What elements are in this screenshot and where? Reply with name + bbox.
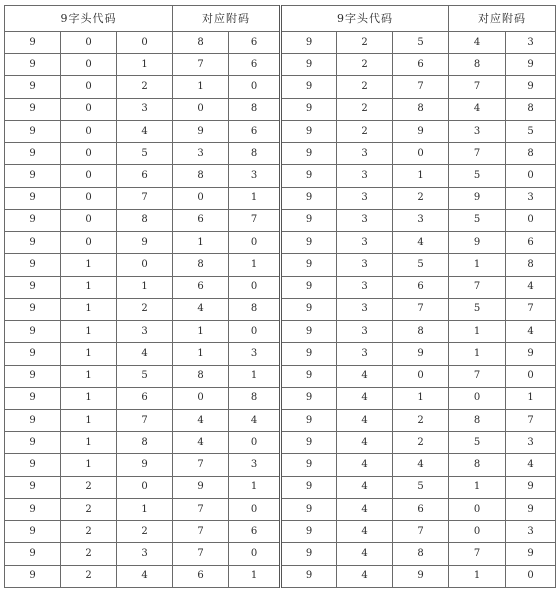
table-row (5, 298, 556, 320)
right-check-digit-1: 3 (449, 120, 506, 142)
table-row (5, 454, 556, 476)
left-prefix-digit-3: 8 (117, 432, 173, 454)
left-check-digit-1: 9 (173, 476, 229, 498)
left-prefix-digit-3: 4 (117, 565, 173, 587)
right-prefix-digit-3: 8 (393, 543, 449, 565)
left-check-digit-2: 8 (229, 143, 281, 165)
right-prefix-digit-3: 0 (393, 365, 449, 387)
right-prefix-digit-2: 4 (337, 543, 393, 565)
right-prefix-digit-2: 2 (337, 54, 393, 76)
right-check-digit-1: 7 (449, 76, 506, 98)
table-row (5, 143, 556, 165)
right-prefix-digit-1: 9 (281, 54, 337, 76)
table-row (5, 476, 556, 498)
right-prefix-digit-1: 9 (281, 387, 337, 409)
right-prefix-digit-2: 4 (337, 365, 393, 387)
left-prefix-digit-1: 9 (5, 209, 61, 231)
code-table (4, 5, 556, 588)
right-prefix-digit-2: 3 (337, 209, 393, 231)
code-table-container (4, 5, 555, 587)
right-prefix-digit-1: 9 (281, 409, 337, 431)
left-check-digit-2: 4 (229, 409, 281, 431)
right-prefix-digit-3: 4 (393, 232, 449, 254)
left-prefix-digit-2: 1 (61, 298, 117, 320)
left-prefix-digit-1: 9 (5, 187, 61, 209)
right-prefix-digit-2: 3 (337, 254, 393, 276)
left-prefix-digit-2: 1 (61, 276, 117, 298)
left-prefix-digit-3: 0 (117, 32, 173, 54)
left-prefix-digit-1: 9 (5, 387, 61, 409)
right-check-digit-1: 8 (449, 454, 506, 476)
left-prefix-digit-1: 9 (5, 232, 61, 254)
left-check-digit-1: 6 (173, 276, 229, 298)
right-check-digit-1: 8 (449, 54, 506, 76)
left-check-digit-2: 0 (229, 276, 281, 298)
right-prefix-digit-1: 9 (281, 120, 337, 142)
right-prefix-digit-3: 5 (393, 476, 449, 498)
left-check-digit-2: 1 (229, 565, 281, 587)
left-prefix-digit-2: 1 (61, 387, 117, 409)
right-prefix-digit-2: 3 (337, 321, 393, 343)
left-prefix-digit-3: 4 (117, 120, 173, 142)
left-check-digit-1: 3 (173, 143, 229, 165)
left-check-digit-2: 6 (229, 54, 281, 76)
left-prefix-digit-1: 9 (5, 365, 61, 387)
right-prefix-digit-3: 9 (393, 343, 449, 365)
left-prefix-digit-3: 4 (117, 343, 173, 365)
right-check-digit-1: 1 (449, 343, 506, 365)
right-prefix-digit-2: 4 (337, 565, 393, 587)
left-prefix-digit-1: 9 (5, 521, 61, 543)
left-prefix-digit-3: 6 (117, 165, 173, 187)
left-prefix-digit-1: 9 (5, 565, 61, 587)
right-prefix-digit-3: 5 (393, 32, 449, 54)
table-row (5, 165, 556, 187)
left-prefix-digit-3: 0 (117, 254, 173, 276)
left-check-digit-1: 7 (173, 454, 229, 476)
right-prefix-digit-1: 9 (281, 232, 337, 254)
right-check-digit-1: 9 (449, 187, 506, 209)
left-check-digit-2: 8 (229, 298, 281, 320)
left-check-digit-1: 0 (173, 187, 229, 209)
table-row (5, 343, 556, 365)
table-row (5, 521, 556, 543)
left-prefix-digit-3: 1 (117, 276, 173, 298)
left-check-digit-1: 0 (173, 387, 229, 409)
right-prefix-digit-3: 4 (393, 454, 449, 476)
right-prefix-digit-1: 9 (281, 187, 337, 209)
left-prefix-digit-1: 9 (5, 165, 61, 187)
right-check-digit-1: 1 (449, 321, 506, 343)
right-prefix-digit-2: 2 (337, 76, 393, 98)
right-check-digit-1: 7 (449, 276, 506, 298)
right-check-digit-1: 5 (449, 298, 506, 320)
left-prefix-digit-1: 9 (5, 432, 61, 454)
table-row (5, 432, 556, 454)
right-prefix-digit-2: 4 (337, 387, 393, 409)
left-prefix-digit-3: 5 (117, 365, 173, 387)
right-check-digit-1: 4 (449, 32, 506, 54)
right-prefix-digit-1: 9 (281, 343, 337, 365)
right-prefix-digit-3: 6 (393, 498, 449, 520)
left-prefix-digit-2: 0 (61, 120, 117, 142)
table-row (5, 565, 556, 587)
right-check-digit-2: 3 (506, 187, 556, 209)
left-check-digit-2: 3 (229, 343, 281, 365)
right-check-digit-1: 7 (449, 143, 506, 165)
table-row (5, 209, 556, 231)
right-check-digit-1: 5 (449, 209, 506, 231)
right-prefix-digit-2: 3 (337, 165, 393, 187)
table-body (5, 32, 556, 588)
right-check-digit-2: 9 (506, 543, 556, 565)
table-row (5, 387, 556, 409)
left-check-digit-1: 8 (173, 365, 229, 387)
left-prefix-digit-2: 1 (61, 254, 117, 276)
right-prefix-digit-1: 9 (281, 254, 337, 276)
left-prefix-digit-2: 0 (61, 232, 117, 254)
right-check-digit-2: 0 (506, 365, 556, 387)
right-prefix-digit-2: 2 (337, 120, 393, 142)
right-prefix-digit-2: 4 (337, 432, 393, 454)
right-prefix-digit-1: 9 (281, 432, 337, 454)
header-right-check: 对应附码 (449, 6, 556, 32)
left-prefix-digit-2: 2 (61, 476, 117, 498)
left-check-digit-1: 1 (173, 321, 229, 343)
right-prefix-digit-1: 9 (281, 143, 337, 165)
right-prefix-digit-1: 9 (281, 298, 337, 320)
table-row (5, 365, 556, 387)
right-prefix-digit-3: 5 (393, 254, 449, 276)
right-check-digit-2: 7 (506, 298, 556, 320)
right-prefix-digit-3: 7 (393, 521, 449, 543)
left-check-digit-2: 6 (229, 32, 281, 54)
right-prefix-digit-2: 4 (337, 498, 393, 520)
left-prefix-digit-2: 0 (61, 143, 117, 165)
right-check-digit-1: 8 (449, 409, 506, 431)
right-prefix-digit-3: 8 (393, 98, 449, 120)
right-prefix-digit-1: 9 (281, 165, 337, 187)
right-prefix-digit-1: 9 (281, 543, 337, 565)
right-check-digit-1: 1 (449, 476, 506, 498)
right-check-digit-2: 4 (506, 276, 556, 298)
left-prefix-digit-3: 3 (117, 321, 173, 343)
left-prefix-digit-1: 9 (5, 543, 61, 565)
right-prefix-digit-3: 2 (393, 432, 449, 454)
right-check-digit-2: 3 (506, 432, 556, 454)
left-prefix-digit-3: 7 (117, 187, 173, 209)
left-prefix-digit-1: 9 (5, 32, 61, 54)
left-prefix-digit-2: 0 (61, 187, 117, 209)
left-prefix-digit-1: 9 (5, 98, 61, 120)
left-prefix-digit-1: 9 (5, 343, 61, 365)
right-prefix-digit-1: 9 (281, 454, 337, 476)
right-check-digit-2: 0 (506, 565, 556, 587)
right-prefix-digit-3: 6 (393, 54, 449, 76)
left-check-digit-2: 1 (229, 476, 281, 498)
right-prefix-digit-1: 9 (281, 498, 337, 520)
right-check-digit-2: 9 (506, 343, 556, 365)
right-prefix-digit-1: 9 (281, 32, 337, 54)
right-check-digit-2: 9 (506, 76, 556, 98)
table-row (5, 498, 556, 520)
table-row (5, 76, 556, 98)
right-check-digit-2: 1 (506, 387, 556, 409)
right-check-digit-2: 0 (506, 209, 556, 231)
right-prefix-digit-2: 2 (337, 98, 393, 120)
left-check-digit-1: 4 (173, 432, 229, 454)
right-check-digit-1: 1 (449, 565, 506, 587)
right-prefix-digit-3: 7 (393, 298, 449, 320)
right-prefix-digit-1: 9 (281, 565, 337, 587)
right-prefix-digit-1: 9 (281, 521, 337, 543)
left-check-digit-2: 0 (229, 321, 281, 343)
left-check-digit-1: 7 (173, 54, 229, 76)
left-prefix-digit-2: 0 (61, 165, 117, 187)
left-check-digit-1: 8 (173, 32, 229, 54)
left-prefix-digit-3: 2 (117, 76, 173, 98)
left-prefix-digit-1: 9 (5, 476, 61, 498)
left-check-digit-2: 0 (229, 76, 281, 98)
left-prefix-digit-2: 1 (61, 343, 117, 365)
header-left-check: 对应附码 (173, 6, 281, 32)
left-prefix-digit-2: 0 (61, 54, 117, 76)
left-check-digit-1: 8 (173, 254, 229, 276)
left-prefix-digit-3: 2 (117, 521, 173, 543)
left-prefix-digit-2: 1 (61, 365, 117, 387)
right-check-digit-2: 9 (506, 498, 556, 520)
left-prefix-digit-3: 2 (117, 298, 173, 320)
left-prefix-digit-2: 1 (61, 454, 117, 476)
left-prefix-digit-2: 1 (61, 432, 117, 454)
right-check-digit-1: 5 (449, 432, 506, 454)
left-prefix-digit-2: 1 (61, 321, 117, 343)
table-row (5, 254, 556, 276)
right-prefix-digit-3: 8 (393, 321, 449, 343)
left-check-digit-2: 1 (229, 365, 281, 387)
left-prefix-digit-2: 0 (61, 209, 117, 231)
right-prefix-digit-2: 3 (337, 187, 393, 209)
right-check-digit-1: 4 (449, 98, 506, 120)
right-prefix-digit-2: 3 (337, 276, 393, 298)
right-check-digit-2: 9 (506, 54, 556, 76)
right-prefix-digit-1: 9 (281, 321, 337, 343)
left-prefix-digit-2: 2 (61, 498, 117, 520)
left-check-digit-1: 6 (173, 209, 229, 231)
left-prefix-digit-3: 7 (117, 409, 173, 431)
left-check-digit-1: 1 (173, 232, 229, 254)
left-prefix-digit-3: 0 (117, 476, 173, 498)
right-prefix-digit-2: 4 (337, 454, 393, 476)
left-check-digit-2: 6 (229, 521, 281, 543)
right-check-digit-2: 8 (506, 254, 556, 276)
left-prefix-digit-2: 1 (61, 409, 117, 431)
left-prefix-digit-2: 0 (61, 76, 117, 98)
left-prefix-digit-1: 9 (5, 321, 61, 343)
left-prefix-digit-2: 0 (61, 32, 117, 54)
table-row (5, 54, 556, 76)
left-check-digit-2: 0 (229, 432, 281, 454)
left-check-digit-1: 4 (173, 298, 229, 320)
right-prefix-digit-3: 1 (393, 165, 449, 187)
right-prefix-digit-3: 2 (393, 187, 449, 209)
right-prefix-digit-3: 3 (393, 209, 449, 231)
left-check-digit-1: 0 (173, 98, 229, 120)
right-prefix-digit-1: 9 (281, 209, 337, 231)
right-check-digit-2: 4 (506, 454, 556, 476)
table-row (5, 409, 556, 431)
table-row (5, 232, 556, 254)
left-prefix-digit-1: 9 (5, 76, 61, 98)
left-check-digit-1: 9 (173, 120, 229, 142)
left-prefix-digit-3: 8 (117, 209, 173, 231)
left-check-digit-2: 0 (229, 232, 281, 254)
left-prefix-digit-2: 2 (61, 543, 117, 565)
left-check-digit-1: 7 (173, 521, 229, 543)
left-prefix-digit-1: 9 (5, 298, 61, 320)
left-prefix-digit-1: 9 (5, 498, 61, 520)
left-prefix-digit-3: 3 (117, 98, 173, 120)
left-prefix-digit-1: 9 (5, 120, 61, 142)
left-check-digit-2: 3 (229, 454, 281, 476)
right-check-digit-2: 3 (506, 32, 556, 54)
left-prefix-digit-3: 1 (117, 54, 173, 76)
right-prefix-digit-3: 6 (393, 276, 449, 298)
table-row (5, 543, 556, 565)
left-prefix-digit-3: 3 (117, 543, 173, 565)
right-prefix-digit-1: 9 (281, 476, 337, 498)
left-check-digit-2: 6 (229, 120, 281, 142)
right-check-digit-1: 7 (449, 365, 506, 387)
right-check-digit-1: 9 (449, 232, 506, 254)
right-prefix-digit-2: 3 (337, 343, 393, 365)
right-prefix-digit-3: 9 (393, 565, 449, 587)
table-row (5, 321, 556, 343)
left-prefix-digit-1: 9 (5, 276, 61, 298)
right-prefix-digit-3: 7 (393, 76, 449, 98)
left-prefix-digit-1: 9 (5, 54, 61, 76)
left-prefix-digit-3: 9 (117, 232, 173, 254)
right-prefix-digit-1: 9 (281, 76, 337, 98)
right-check-digit-1: 7 (449, 543, 506, 565)
right-prefix-digit-2: 3 (337, 298, 393, 320)
right-check-digit-2: 5 (506, 120, 556, 142)
table-row (5, 98, 556, 120)
right-check-digit-1: 5 (449, 165, 506, 187)
right-prefix-digit-2: 2 (337, 32, 393, 54)
right-prefix-digit-2: 4 (337, 409, 393, 431)
left-prefix-digit-1: 9 (5, 454, 61, 476)
left-prefix-digit-2: 0 (61, 98, 117, 120)
table-row (5, 187, 556, 209)
right-prefix-digit-2: 3 (337, 232, 393, 254)
right-prefix-digit-2: 4 (337, 476, 393, 498)
left-prefix-digit-2: 2 (61, 521, 117, 543)
right-check-digit-1: 0 (449, 387, 506, 409)
right-prefix-digit-1: 9 (281, 365, 337, 387)
left-check-digit-1: 6 (173, 565, 229, 587)
right-prefix-digit-1: 9 (281, 98, 337, 120)
header-right-prefix: 9字头代码 (281, 6, 449, 32)
right-prefix-digit-3: 0 (393, 143, 449, 165)
right-check-digit-2: 9 (506, 476, 556, 498)
right-check-digit-1: 0 (449, 498, 506, 520)
right-prefix-digit-1: 9 (281, 276, 337, 298)
right-check-digit-2: 8 (506, 98, 556, 120)
right-prefix-digit-2: 3 (337, 143, 393, 165)
left-check-digit-2: 7 (229, 209, 281, 231)
left-prefix-digit-1: 9 (5, 254, 61, 276)
left-check-digit-1: 8 (173, 165, 229, 187)
table-row (5, 276, 556, 298)
left-check-digit-2: 8 (229, 387, 281, 409)
left-check-digit-1: 1 (173, 76, 229, 98)
table-row (5, 120, 556, 142)
left-prefix-digit-3: 1 (117, 498, 173, 520)
left-prefix-digit-3: 9 (117, 454, 173, 476)
left-check-digit-2: 1 (229, 187, 281, 209)
left-prefix-digit-1: 9 (5, 143, 61, 165)
right-check-digit-2: 4 (506, 321, 556, 343)
header-left-prefix: 9字头代码 (5, 6, 173, 32)
left-check-digit-2: 0 (229, 543, 281, 565)
right-check-digit-1: 0 (449, 521, 506, 543)
right-check-digit-2: 0 (506, 165, 556, 187)
left-check-digit-1: 1 (173, 343, 229, 365)
left-check-digit-2: 3 (229, 165, 281, 187)
right-check-digit-2: 8 (506, 143, 556, 165)
left-check-digit-1: 7 (173, 543, 229, 565)
left-prefix-digit-1: 9 (5, 409, 61, 431)
right-check-digit-1: 1 (449, 254, 506, 276)
right-check-digit-2: 3 (506, 521, 556, 543)
left-prefix-digit-3: 5 (117, 143, 173, 165)
right-prefix-digit-3: 2 (393, 409, 449, 431)
right-prefix-digit-2: 4 (337, 521, 393, 543)
right-check-digit-2: 6 (506, 232, 556, 254)
left-check-digit-2: 8 (229, 98, 281, 120)
header-row (5, 6, 556, 32)
right-check-digit-2: 7 (506, 409, 556, 431)
right-prefix-digit-3: 9 (393, 120, 449, 142)
table-row (5, 32, 556, 54)
left-prefix-digit-3: 6 (117, 387, 173, 409)
left-check-digit-1: 7 (173, 498, 229, 520)
left-prefix-digit-2: 2 (61, 565, 117, 587)
left-check-digit-1: 4 (173, 409, 229, 431)
left-check-digit-2: 0 (229, 498, 281, 520)
left-check-digit-2: 1 (229, 254, 281, 276)
right-prefix-digit-3: 1 (393, 387, 449, 409)
